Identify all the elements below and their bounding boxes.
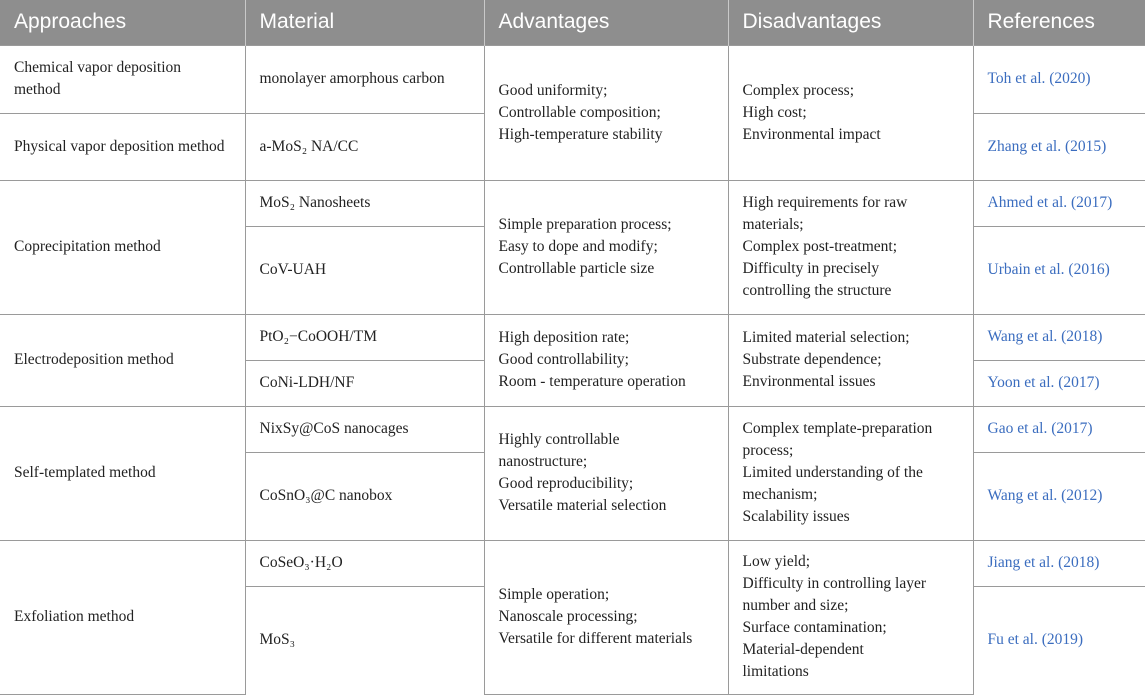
advantages-cell: High deposition rate; Good controllability; Room - temperature operation [484, 314, 728, 406]
material-cell: MoS₂ Nanosheets [245, 180, 484, 226]
header-material: Material [245, 0, 484, 45]
table-row [0, 314, 1145, 360]
reference-link[interactable]: Jiang et al. (2018) [973, 540, 1145, 586]
approach-cell: Chemical vapor deposition method [0, 45, 245, 113]
advantages-cell: Highly controllable nanostructure; Good reproducibility; Versatile material selection [484, 406, 728, 540]
table-row [0, 540, 1145, 586]
material-cell: CoSnO₃@C nanobox [245, 452, 484, 540]
header-disadvantages: Disadvantages [728, 0, 973, 45]
material-cell: a-MoS₂ NA/CC [245, 113, 484, 180]
reference-link[interactable]: Ahmed et al. (2017) [973, 180, 1145, 226]
header-row [0, 0, 1145, 45]
header-advantages: Advantages [484, 0, 728, 45]
reference-link[interactable]: Zhang et al. (2015) [973, 113, 1145, 180]
approach-cell: Coprecipitation method [0, 180, 245, 314]
material-cell: MoS₃ [245, 586, 484, 694]
advantages-cell: Simple preparation process; Easy to dope and modify; Controllable particle size [484, 180, 728, 314]
disadvantages-cell: Limited material selection; Substrate dependence; Environmental issues [728, 314, 973, 406]
header-references: References [973, 0, 1145, 45]
reference-link[interactable]: Gao et al. (2017) [973, 406, 1145, 452]
material-cell: CoSeO₃·H₂O [245, 540, 484, 586]
approach-cell: Exfoliation method [0, 540, 245, 694]
material-cell: CoV-UAH [245, 226, 484, 314]
disadvantages-cell: High requirements for raw materials; Complex post-treatment; Difficulty in precisely controlling the structure [728, 180, 973, 314]
material-cell: monolayer amorphous carbon [245, 45, 484, 113]
disadvantages-cell: Complex template-preparation process; Limited understanding of the mechanism; Scalability issues [728, 406, 973, 540]
material-cell: NixSy@CoS nanocages [245, 406, 484, 452]
table-row [0, 180, 1145, 226]
header-approaches: Approaches [0, 0, 245, 45]
reference-link[interactable]: Toh et al. (2020) [973, 45, 1145, 113]
material-cell: CoNi-LDH/NF [245, 360, 484, 406]
table-row [0, 45, 1145, 113]
material-cell: PtO₂−CoOOH/TM [245, 314, 484, 360]
approach-cell: Physical vapor deposition method [0, 113, 245, 180]
advantages-cell: Good uniformity; Controllable composition; High-temperature stability [484, 45, 728, 180]
advantages-cell: Simple operation; Nanoscale processing; Versatile for different materials [484, 540, 728, 694]
approach-cell: Electrodeposition method [0, 314, 245, 406]
reference-link[interactable]: Yoon et al. (2017) [973, 360, 1145, 406]
reference-link[interactable]: Wang et al. (2012) [973, 452, 1145, 540]
reference-link[interactable]: Fu et al. (2019) [973, 586, 1145, 694]
table-row [0, 406, 1145, 452]
disadvantages-cell: Complex process; High cost; Environmental impact [728, 45, 973, 180]
approach-cell: Self-templated method [0, 406, 245, 540]
disadvantages-cell: Low yield; Difficulty in controlling layer number and size; Surface contamination; Material-dependent limitations [728, 540, 973, 694]
reference-link[interactable]: Urbain et al. (2016) [973, 226, 1145, 314]
reference-link[interactable]: Wang et al. (2018) [973, 314, 1145, 360]
